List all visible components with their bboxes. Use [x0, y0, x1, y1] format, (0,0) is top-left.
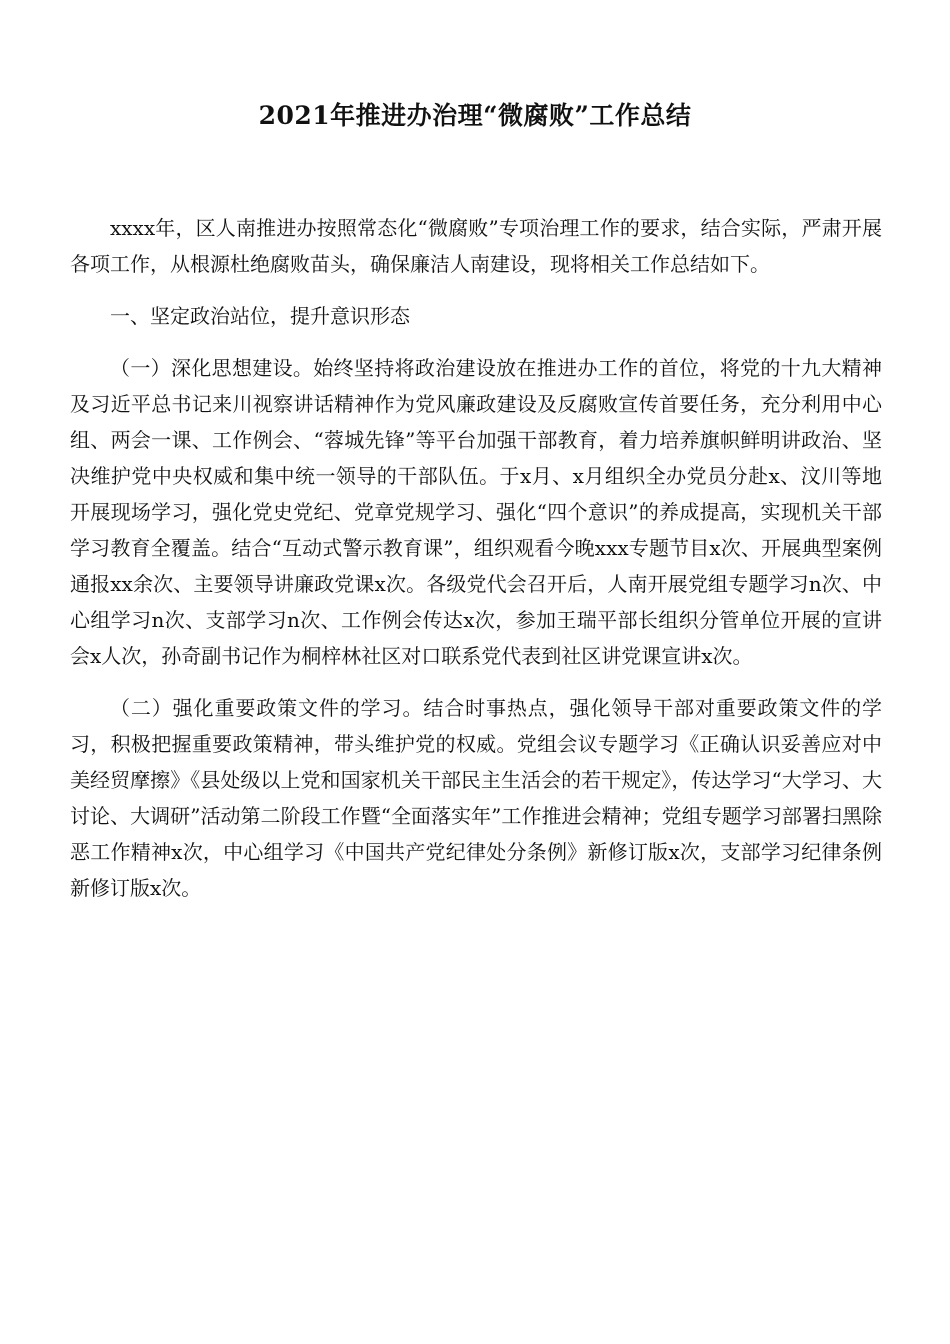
intro-paragraph: xxxx年，区人南推进办按照常态化“微腐败”专项治理工作的要求，结合实际，严肃开展各项工作，从根源杜绝腐败苗头，确保廉洁人南建设，现将相关工作总结如下。 — [70, 216, 882, 276]
document-title: 2021年推进办治理“微腐败”工作总结 — [258, 101, 692, 130]
section-heading-1: 一、坚定政治站位，提升意识形态 — [110, 304, 410, 328]
subsection-paragraph-2: （二）强化重要政策文件的学习。结合时事热点，强化领导干部对重要政策文件的学习，积极把握重要政策精神，带头维护党的权威。党组会议专题学习《正确认识妥善应对中美经贸摩擦》《县处级以上党和国家机关干部民主生活会的若干规定》，传达学习“大学习、大讨论、大调研”活动第二阶段工作暨“全面落实年”工作推进会精神；党组专题学习部署扫黑除恶工作精神x次，中心组学习《中国共产党纪律处分条例》新修订版x次，支部学习纪律条例新修订版x次。 — [70, 696, 882, 900]
document-body — [70, 210, 882, 922]
subsection-paragraph-1: （一）深化思想建设。始终坚持将政治建设放在推进办工作的首位，将党的十九大精神及习近平总书记来川视察讲话精神作为党风廉政建设及反腐败宣传首要任务，充分利用中心组、两会一课、工作例会、“蓉城先锋”等平台加强干部教育，着力培养旗帜鲜明讲政治、坚决维护党中央权威和集中统一领导的干部队伍。于x月、x月组织全办党员分赴x、汶川等地开展现场学习，强化党史党纪、党章党规学习、强化“四个意识”的养成提高，实现机关干部学习教育全覆盖。结合“互动式警示教育课”，组织观看今晚xxx专题节目x次、开展典型案例通报xx余次、主要领导讲廉政党课x次。各级党代会召开后，人南开展党组专题学习n次、中心组学习n次、支部学习n次、工作例会传达x次，参加王瑞平部长组织分管单位开展的宣讲会x人次，孙奇副书记作为桐梓林社区对口联系党代表到社区讲党课宣讲x次。 — [70, 356, 882, 668]
